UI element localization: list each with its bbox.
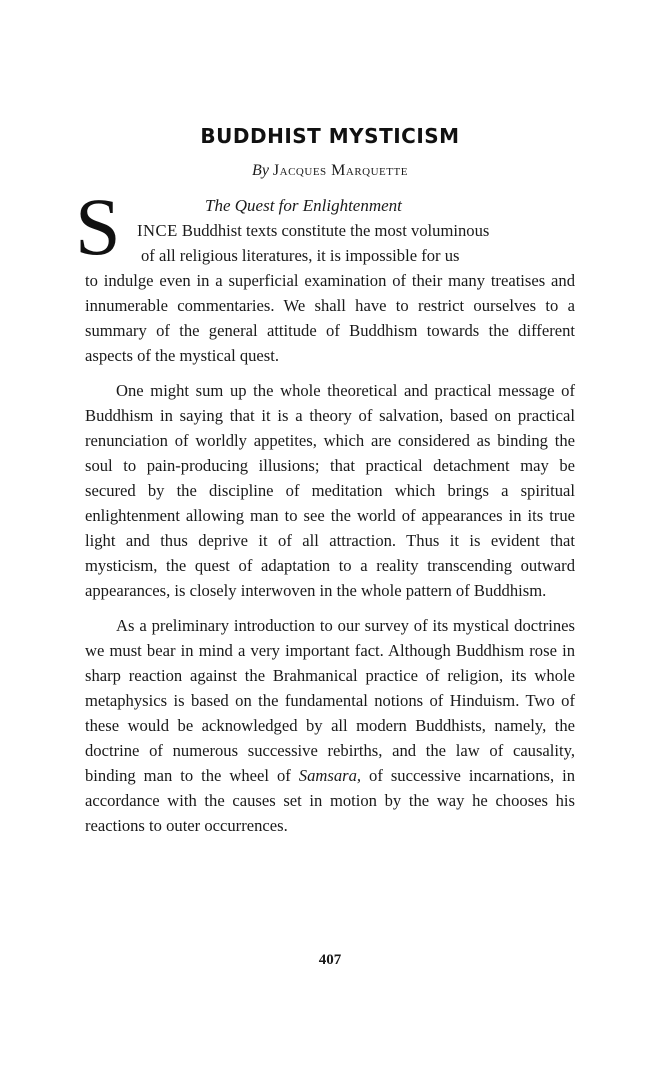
first-word-rest: INCE — [137, 221, 178, 240]
drop-cap: S — [75, 181, 121, 272]
byline-by: By — [252, 162, 269, 179]
byline — [85, 162, 575, 180]
paragraph-3 — [85, 613, 575, 838]
paragraph-2: One might sum up the whole theoretical and practical message of Buddhism in saying that it is a theory of salvation, based on practical renunciation of worldly appetites, which are considered as binding the soul to pain-producing illusions; that practical detachment may be secured by the discipline of meditation which brings a spiritual enlightenment allowing man to see the world of appearances in its true light and thus deprive it of all attraction. Thus it is evident that mysticism, the quest of adaptation to a reality transcending outward appearances, is closely interwoven in the whole pattern of Buddhism. — [85, 381, 575, 600]
author-name: Jacques Marquette — [272, 162, 408, 179]
section-heading: The Quest for Enlightenment — [205, 196, 402, 215]
article-body — [85, 218, 575, 838]
paragraph-1-line-1: Buddhist texts constitute the most voluminous — [181, 221, 490, 240]
paragraph-1-indented — [137, 218, 575, 243]
paragraph-1-line-2: of all religious literatures, it is impossible for us — [141, 246, 460, 265]
paragraph-3-part-a: As a preliminary introduction to our survey of its mystical doctrines we must bear in mind a very important fact. Although Buddhism rose in sharp reaction against the Brahmanical practice of religion, its whole metaphysics is based on the fundamental notions of Hinduism. Two of these would be acknowledged by all modern Buddhists, namely, the doctrine of numerous successive rebirths, and the law of causality, binding man to the wheel of — [85, 616, 575, 785]
paragraph-1-rest: to indulge even in a superficial examination of their many treatises and innumerable commentaries. We shall have to restrict ourselves to a summary of the general attitude of Buddhism towards the different aspects of the mystical quest. — [85, 271, 575, 365]
samsara-term: Samsara, — [298, 766, 362, 785]
paragraph-3-part-b: of successive incarnations, in accordance with the causes set in motion by the way he chooses his reactions to outer occurrences. — [85, 766, 575, 835]
paragraph-1 — [85, 218, 575, 368]
article-title: BUDDHIST MYSTICISM — [200, 124, 460, 148]
page — [75, 0, 575, 1065]
page-number: 407 — [318, 952, 342, 968]
